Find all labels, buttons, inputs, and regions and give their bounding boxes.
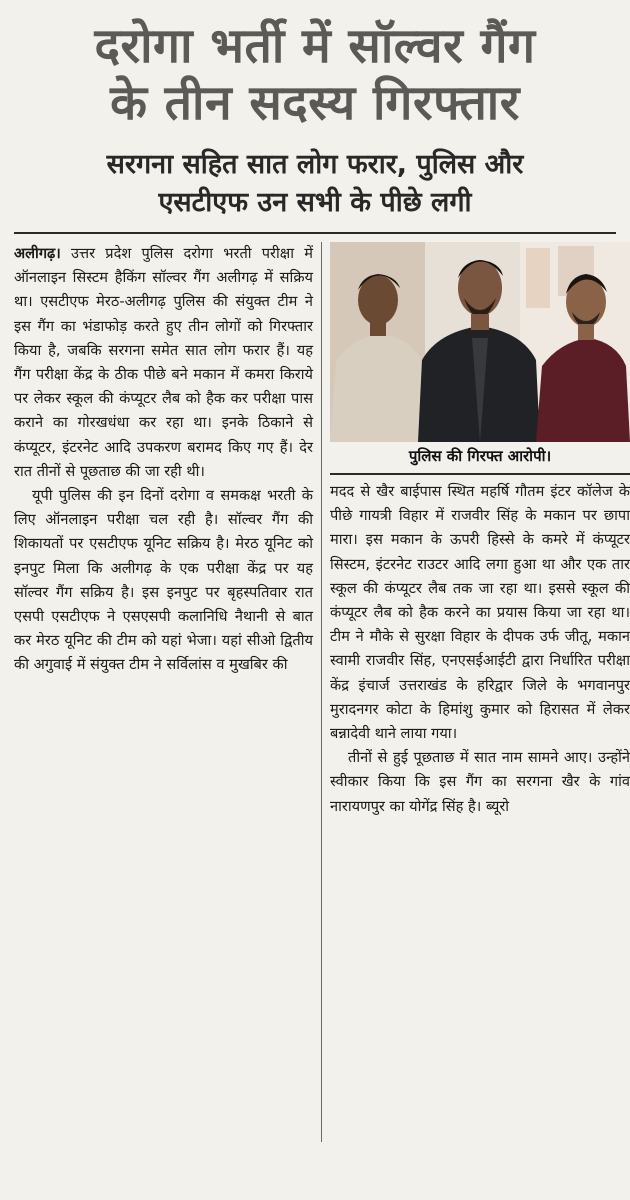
article-body — [14, 242, 630, 1142]
article-paragraph — [14, 242, 313, 484]
article-paragraph: यूपी पुलिस की इन दिनों दरोगा व समकक्ष भरती के लिए ऑनलाइन परीक्षा चल रही है। सॉल्वर गैंग की शिकायतों पर एसटीएफ यूनिट सक्रिय है। मेरठ यूनिट को इनपुट मिला कि अलीगढ़ के एक परीक्षा केंद्र पर यह सॉल्वर गैंग सक्रिय है। इस इनपुट पर बृहस्पतिवार रात एसपी एसटीएफ ने एसएसपी कलानिधि नैथानी से बात कर मेरठ यूनिट की टीम को यहां भेजा। यहां सीओ द्वितीय की अगुवाई में संयुक्त टीम ने सर्विलांस व मुखबिर की — [14, 487, 313, 674]
subheadline-line-1: सरगना सहित सात लोग फरार, पुलिस और — [106, 149, 524, 180]
caption-divider — [330, 473, 630, 475]
subheadline — [14, 146, 616, 222]
subheadline-line-2: एसटीएफ उन सभी के पीछे लगी — [158, 187, 472, 218]
column-divider — [321, 242, 322, 1142]
photo-block — [330, 242, 630, 475]
article-paragraph: मदद से खैर बाईपास स्थित महर्षि गौतम इंटर कॉलेज के पीछे गायत्री विहार में राजवीर सिंह के मकान पर छापा मारा। इस मकान के ऊपरी हिस्से के कमरे में कंप्यूटर सिस्टम, इंटरनेट राउटर आदि लगा हुआ था और एक तार स्कूल की कंप्यूटर लैब तक जा रहा था। इससे स्कूल की कंप्यूटर लैब को हैक करने का प्रयास किया जा रहा था। टीम ने मौके से सुरक्षा विहार के दीपक उर्फ जीतू, मकान स्वामी राजवीर सिंह, एनएसईआईटी द्वारा निर्धारित परीक्षा केंद्र इंचार्ज उत्तराखंड के हरिद्वार जिले के भगवानपुर मुरादनगर कोटा के हिमांशु कुमार को हिरासत में लेकर बन्नादेवी थाने लाया गया। — [330, 483, 630, 743]
paragraph-text: उत्तर प्रदेश पुलिस दरोगा भरती परीक्षा में ऑनलाइन सिस्टम हैकिंग सॉल्वर गैंग अलीगढ़ में सक्रिय था। एसटीएफ मेरठ-अलीगढ़ पुलिस की संयुक्त टीम ने इस गैंग का भंडाफोड़ करते हुए तीन लोगों को गिरफ्तार किया है, जबकि सरगना समेत सात लोग फरार हैं। यह गैंग परीक्षा केंद्र के ठीक पीछे बने मकान में कमरा किराये पर लेकर स्कूल की कंप्यूटर लैब को हैक कर परीक्षा पास कराने का गोरखधंधा कर रहा था। इनके ठिकाने से कंप्यूटर, इंटरनेट आदि उपकरण बरामद किए गए हैं। देर रात तीनों से पूछताछ की जा रही थी। — [14, 245, 313, 480]
arrest-photo — [330, 242, 630, 442]
header-divider — [14, 232, 616, 234]
headline-line-2: के तीन सदस्य गिरफ्तार — [110, 75, 520, 131]
article-paragraph: तीनों से हुई पूछताछ में सात नाम सामने आए। उन्होंने स्वीकार किया कि इस गैंग का सरगना खैर के गांव नारायणपुर का योगेंद्र सिंह है। ब्यूरो — [330, 749, 630, 815]
headline-line-1: दरोगा भर्ती में सॉल्वर गैंग — [94, 18, 536, 74]
dateline: अलीगढ़। — [14, 245, 61, 262]
headline — [14, 0, 616, 132]
article-column-left — [14, 242, 313, 678]
article-column-right — [330, 480, 630, 819]
photo-caption: पुलिस की गिरफ्त आरोपी। — [408, 447, 552, 465]
